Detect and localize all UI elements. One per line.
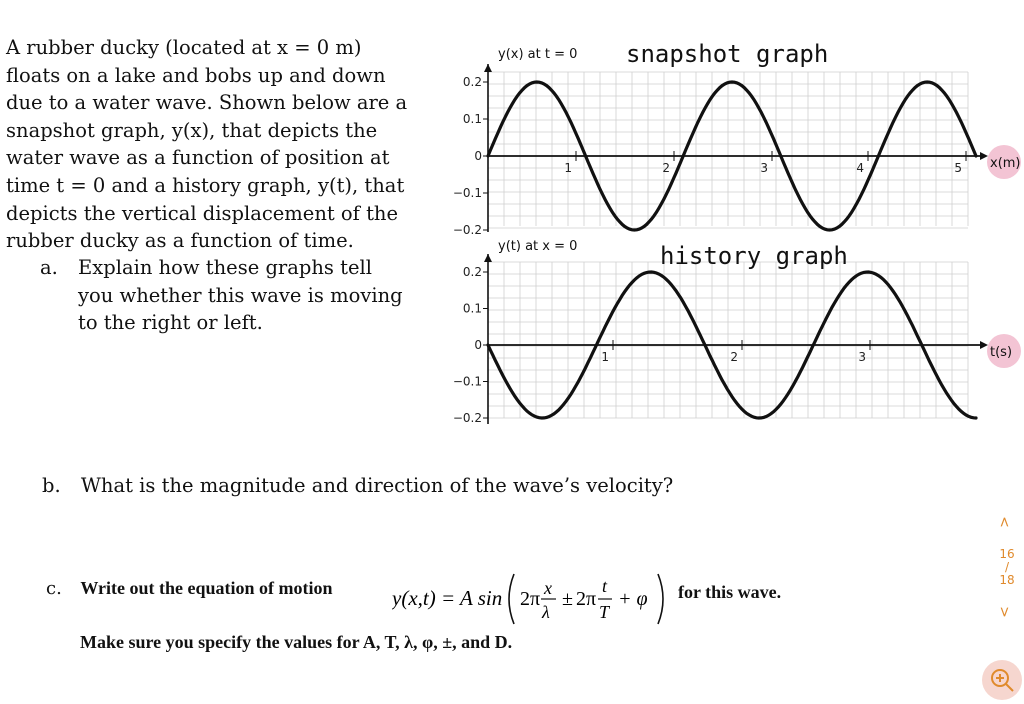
x-tick-label: 2: [730, 350, 738, 364]
x-tick-label: 3: [760, 161, 768, 175]
intro-line: snapshot graph, y(x), that depicts the: [6, 118, 378, 142]
question-a-line: Explain how these graphs tell: [78, 256, 372, 279]
equation-frac1-num: x: [544, 578, 552, 598]
question-a-line: you whether this wave is moving: [78, 283, 403, 307]
graph-title: y(t) at x = 0: [498, 239, 578, 254]
x-axis-arrow: [980, 152, 988, 160]
y-axis-arrow: [484, 64, 492, 72]
y-tick-label: 0: [474, 338, 482, 352]
wave-equation: [392, 568, 682, 630]
left-paren: [509, 574, 514, 624]
y-tick-label: −0.1: [452, 374, 482, 389]
history-grid: [488, 262, 968, 418]
y-tick-label: −0.1: [452, 186, 482, 200]
y-axis-arrow: [484, 254, 492, 262]
y-tick-label: 0.1: [462, 112, 482, 126]
intro-line: time t = 0 and a history graph, y(t), that: [6, 173, 405, 197]
x-axis-label: t(s): [990, 345, 1013, 360]
question-c-line2: Make sure you specify the values for A, T, λ, φ, ±, and D.: [80, 632, 513, 652]
question-a-line: to the right or left.: [78, 311, 263, 335]
x-axis-label: x(m): [990, 156, 1021, 171]
x-tick-label: 5: [954, 161, 962, 175]
current-page: 16: [999, 547, 1015, 561]
y-tick-label: 0.2: [462, 75, 482, 89]
intro-line: due to a water wave. Shown below are a: [6, 91, 408, 115]
question-c: [46, 578, 332, 599]
question-c-suffix: for this wave.: [678, 582, 782, 602]
question-b-marker: b.: [42, 474, 61, 497]
x-tick-label: 1: [601, 350, 609, 364]
y-tick-label: 0.2: [462, 265, 482, 279]
equation-two-pi: 2π: [520, 588, 541, 610]
equation-frac2-den: T: [599, 602, 610, 622]
page-down-icon[interactable]: >: [995, 606, 1012, 618]
total-pages: 18: [999, 573, 1015, 587]
equation-frac2-num: t: [602, 576, 608, 596]
x-tick-label: 1: [564, 161, 572, 175]
y-tick-label: 0: [474, 149, 482, 163]
question-a-marker: a.: [40, 256, 58, 279]
intro-line: A rubber ducky (located at x = 0 m): [6, 36, 362, 59]
handwritten-graph-label: history graph: [660, 242, 848, 270]
page-separator: /: [1004, 560, 1010, 574]
y-tick-label: 0.1: [462, 301, 482, 316]
x-axis-arrow: [980, 341, 988, 349]
snapshot-grid: [488, 72, 968, 228]
question-b-text: What is the magnitude and direction of the wave’s velocity?: [80, 474, 674, 497]
graph-title: y(x) at t = 0: [498, 47, 578, 62]
equation-lhs: y(x,t) = A sin: [392, 586, 503, 610]
question-c-prefix: Write out the equation of motion: [80, 578, 333, 598]
equation-pm: ±: [562, 588, 573, 610]
equation-frac1-den: λ: [542, 602, 550, 622]
y-tick-label: −0.2: [452, 223, 482, 237]
question-b: [42, 474, 673, 497]
page-navigator: [988, 510, 1024, 630]
handwritten-graph-label: snapshot graph: [626, 40, 829, 68]
intro-line: depicts the vertical displacement of the: [6, 201, 399, 225]
intro-line: water wave as a function of position at: [6, 146, 390, 170]
x-tick-label: 2: [662, 161, 670, 175]
equation-plus-phi: + φ: [618, 588, 648, 610]
intro-line: floats on a lake and bobs up and down: [6, 63, 386, 87]
y-tick-label: −0.2: [452, 411, 482, 425]
intro-line: rubber ducky as a function of time.: [6, 229, 354, 253]
x-tick-label: 4: [856, 161, 864, 175]
page-indicator: [997, 548, 1017, 587]
right-paren: [658, 574, 663, 624]
question-c-marker: c.: [46, 578, 62, 599]
page-up-icon[interactable]: <: [995, 516, 1012, 528]
x-tick-label: 3: [858, 350, 866, 364]
zoom-in-icon: [982, 660, 1022, 700]
equation-two-pi-2: 2π: [576, 588, 597, 610]
zoom-in-button[interactable]: [982, 660, 1022, 700]
